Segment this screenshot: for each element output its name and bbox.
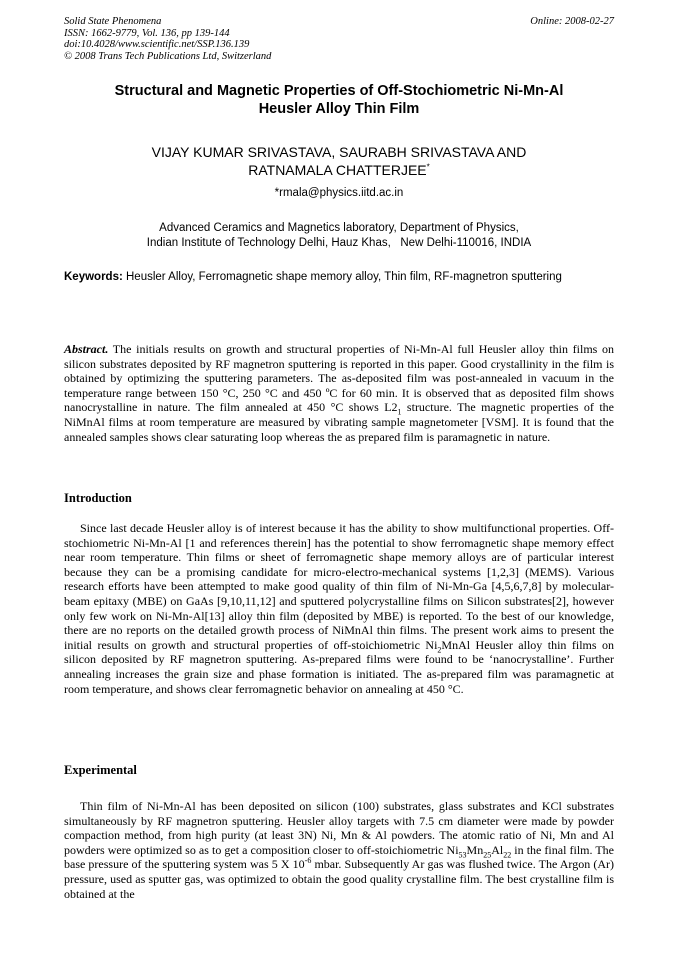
exp-sup-1: -6 bbox=[304, 856, 312, 866]
keywords-label: Keywords: bbox=[64, 271, 123, 283]
exp-text-4: in the final film. The base pressure of the sputtering system was 5 X 10 bbox=[64, 842, 614, 872]
intro-text-2: MnAl Heusler alloy thin films on silicon deposited by RF magnetron sputtering. As-prepared films were found to be ‘nanocrystalline’. Further annealing increases the grain size and phase formation is initiated. The as-prepared film was paramagnetic at room temperature, and shows clear ferromagnetic behavior on annealing at 450 °C. bbox=[64, 637, 614, 696]
journal-copyright: © 2008 Trans Tech Publications Ltd, Switzerland bbox=[64, 50, 272, 62]
corresponding-mark: * bbox=[426, 162, 430, 172]
keywords-text: Heusler Alloy, Ferromagnetic shape memory alloy, Thin film, RF-magnetron sputtering bbox=[122, 271, 562, 283]
journal-name: Solid State Phenomena bbox=[64, 16, 162, 27]
authors-line-2-text: RATNAMALA CHATTERJEE bbox=[248, 162, 427, 178]
abstract-label: Abstract. bbox=[64, 342, 109, 356]
authors-line-2 bbox=[64, 161, 614, 179]
keywords bbox=[64, 270, 620, 285]
corresponding-email: *rmala@physics.iitd.ac.in bbox=[274, 187, 404, 199]
journal-issn: ISSN: 1662-9779, Vol. 136, pp 139-144 bbox=[64, 27, 230, 39]
exp-text-5: mbar. Subsequently Ar gas was flushed twice. The Argon (Ar) pressure, used as sputter gas, was optimized to obtain the good quality crystalline film. The best crystalline film is obtained at the bbox=[64, 857, 614, 901]
exp-text-2: Mn bbox=[466, 842, 484, 857]
author-list bbox=[64, 143, 614, 179]
abstract bbox=[64, 342, 614, 444]
journal-doi: doi:10.4028/www.scientific.net/SSP.136.139 bbox=[64, 39, 250, 50]
exp-sub-2: 25 bbox=[483, 850, 492, 860]
intro-text-1: Since last decade Heusler alloy is of interest because it has the ability to show multifunctional properties. Off-stochiometric Ni-Mn-Al [1 and references therein] has the potential to show ferromagnetic shape memory effect near room temperature. Thin films or sheet of ferromagnetic shape memory alloys are of particular interest because they can be a promising candidate for micro-electro-mechanical systems [1,2,3] (MEMS). Various research efforts have been attempted to make good quality of thin film of Ni-Mn-Ga [4,5,6,7,8] by molecular-beam epitaxy (MBE) on GaAs [9,10,11,12] and sputtered polycrystalline films on Silicon substrates[2], however only few work on Ni-Mn-Al[13] alloy thin film (deposited by MBE) is reported. To the best of our knowledge, there are no reports on the detailed growth process of NiMnAl thin films. The present work aims to present the initial results on growth and structural properties of off-stoichiometric Ni bbox=[64, 521, 614, 652]
introduction-body bbox=[64, 521, 614, 696]
exp-sub-1: 53 bbox=[458, 850, 467, 860]
affiliation bbox=[64, 221, 614, 251]
paper-title bbox=[64, 82, 614, 118]
journal-header bbox=[64, 16, 271, 62]
abstract-text-1: The initials results on growth and structural properties of Ni-Mn-Al full Heusler alloy thin films on silicon substrates deposited by RF magnetron sputtering is reported in this paper. Good crystallinity in the film is obtained by optimizing the sputtering parameters. The as-deposited film was post-annealed in vacuum in the temperature range between 150 °C, 250 °C and 450 ºC for 60 min. It is observed that as deposited film shows nanocrystalline in nature. The film annealed at 450 °C shows L2 bbox=[64, 342, 614, 415]
exp-sub-3: 22 bbox=[503, 850, 512, 860]
online-date: Online: 2008-02-27 bbox=[530, 16, 614, 27]
intro-sub-1: 2 bbox=[437, 645, 442, 655]
affiliation-line-2: Indian Institute of Technology Delhi, Hauz Khas, New Delhi-110016, INDIA bbox=[146, 237, 532, 249]
experimental-heading: Experimental bbox=[64, 763, 137, 777]
exp-text-1: Thin film of Ni-Mn-Al has been deposited on silicon (100) substrates, glass substrates and KCl substrates simultaneously by RF magnetron sputtering. Heusler alloy targets with 7.5 cm diameter were made by powder compaction method, from high purity (at least 3N) Ni, Mn & Al powders. The atomic ratio of Ni, Mn and Al powders were optimized so as to get a composition closer to off-stoichiometric Ni bbox=[64, 799, 614, 857]
affiliation-line-1: Advanced Ceramics and Magnetics laboratory, Department of Physics, bbox=[159, 222, 519, 234]
abstract-text-2: structure. The magnetic properties of the NiMnAl films at room temperature are measured by vibrating sample magnetometer [VSM]. It is found that the annealed samples shows clear saturating loop whereas the as prepared film is paramagnetic in nature. bbox=[64, 400, 614, 444]
introduction-heading: Introduction bbox=[64, 491, 132, 505]
experimental-body bbox=[64, 799, 614, 901]
abstract-sub-1: 1 bbox=[397, 407, 402, 417]
title-line-2: Heusler Alloy Thin Film bbox=[258, 101, 420, 117]
authors-line-1: VIJAY KUMAR SRIVASTAVA, SAURABH SRIVASTAVA AND bbox=[151, 144, 527, 160]
exp-text-3: Al bbox=[491, 842, 504, 857]
title-line-1: Structural and Magnetic Properties of Off-Stochiometric Ni-Mn-Al bbox=[114, 83, 564, 99]
